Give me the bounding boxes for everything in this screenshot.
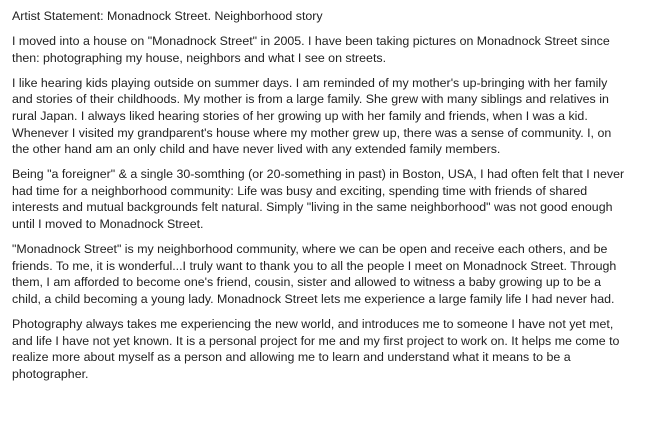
paragraph-photography bbox=[12, 316, 662, 382]
text-line: Whenever I visited my grandparent's house where my mother grew up, there was a sense of community. I, on bbox=[12, 125, 612, 140]
text-line: friends. To me, it is wonderful...I truly want to thank you to all the people I meet on Monadnock Street. Through bbox=[12, 258, 617, 273]
text-line: until I moved to Monadnock Street. bbox=[12, 217, 204, 232]
text-line: and stories of their childhoods. My mother is from a large family. She grew with many siblings and relatives in bbox=[12, 92, 609, 107]
text-line: Being "a foreigner" & a single 30-somthing (or 20-something in past) in Boston, USA, I had often felt that I never bbox=[12, 167, 625, 182]
text-line: and life I have not yet known. It is a personal project for me and my first project to work on. It helps me come to bbox=[12, 333, 620, 348]
text-line: photographer. bbox=[12, 366, 89, 381]
text-line: I like hearing kids playing outside on summer days. I am reminded of my mother's up-bringing with her family bbox=[12, 75, 608, 90]
text-line: the other hand am an only child and have never lived with any extended family members. bbox=[12, 142, 501, 157]
statement-title: Artist Statement: Monadnock Street. Neighborhood story bbox=[12, 9, 323, 23]
text-line: I moved into a house on "Monadnock Street" in 2005. I have been taking pictures on Monadnock Street since bbox=[12, 34, 610, 49]
text-line: them, I am afforded to become one's friend, cousin, sister and allowed to witness a baby growing up to be a bbox=[12, 275, 601, 290]
text-line: "Monadnock Street" is my neighborhood community, where we can be open and receive each others, and be bbox=[12, 242, 608, 257]
text-line: Photography always takes me experiencing the new world, and introduces me to someone I have not yet met, bbox=[12, 317, 614, 331]
paragraph-moving-in bbox=[12, 33, 662, 66]
paragraph-mothers-family bbox=[12, 75, 662, 158]
text-line: child, a child becoming a young lady. Monadnock Street lets me experience a large family life I had never had. bbox=[12, 291, 615, 306]
paragraph-community bbox=[12, 241, 662, 307]
text-line: then: photographing my house, neighbors and what I see on streets. bbox=[12, 50, 387, 65]
text-line: rural Japan. I always liked hearing stories of her growing up with her family and friends, when I was a kid. bbox=[12, 108, 588, 123]
text-line: interests and mutual backgrounds felt natural. Simply "living in the same neighborhood" was not good enough bbox=[12, 200, 613, 215]
text-line: had time for a neighborhood community: Life was busy and exciting, spending time with friends of shared bbox=[12, 183, 588, 198]
text-line: realize more about myself as a person and allowing me to learn and understand what it means to be a bbox=[12, 350, 571, 365]
paragraph-foreigner bbox=[12, 166, 662, 232]
